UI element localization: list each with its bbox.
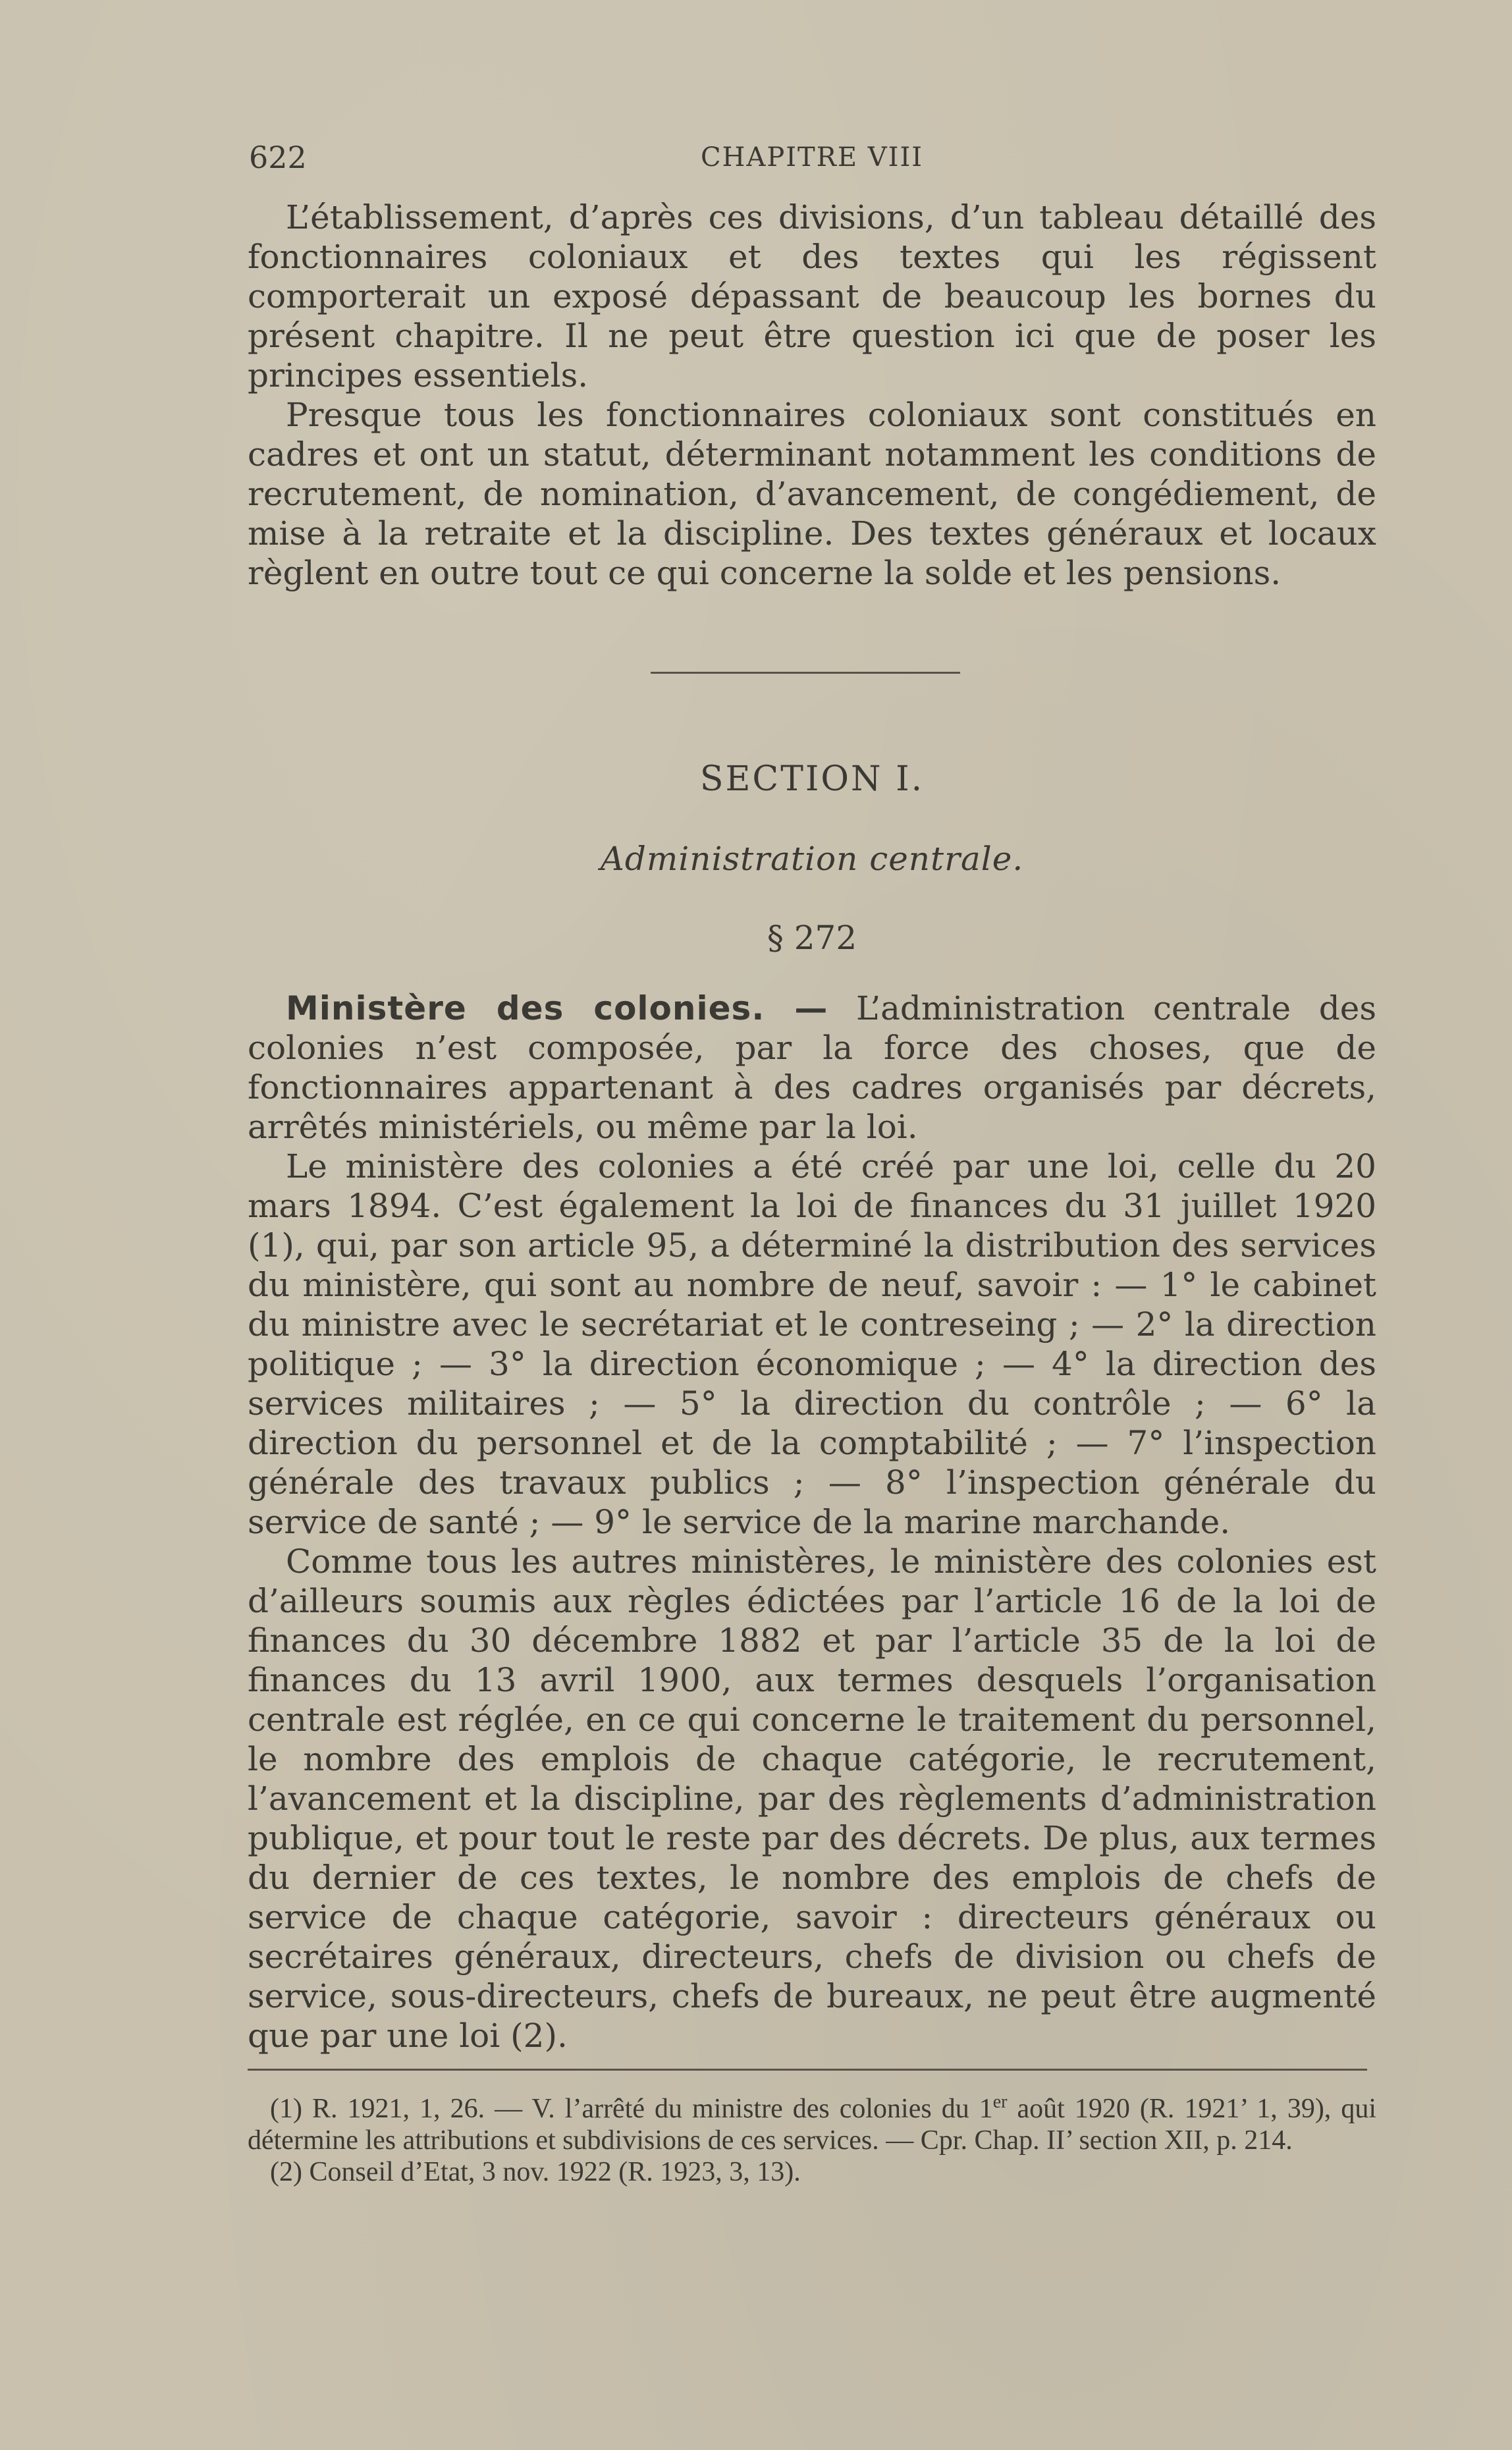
main-paragraph xyxy=(248,989,1376,1147)
paragraph-text: L’administration centrale des colonies n’est composée, par la force des choses, que de fonctionnaires appartenant à des cadres organisés par décrets, arrêtés ministériels, ou même par la loi. xyxy=(248,989,1376,1146)
chapter-title: CHAPITRE VIII xyxy=(700,142,924,173)
footnote-2: (2) Conseil d’Etat, 3 nov. 1922 (R. 1923, 3, 13). xyxy=(270,2157,801,2187)
footnote-1 xyxy=(248,2093,1376,2156)
paragraph-lead-in: Ministère des colonies. — xyxy=(286,989,828,1027)
main-paragraph: Comme tous les autres ministères, le ministère des colonies est d’ailleurs soumis aux règles édictées par l’article 16 de la loi de finances du 30 décembre 1882 et par l’article 35 de la loi de finances du 13 avril 1900, aux termes desquels l’organisation centrale est réglée, en ce qui concerne le traitement du personnel, le nombre des emplois de chaque catégorie, le recrutement, l’avancement et la discipline, par des règlements d’administration publique, et pour tout le reste par des décrets. De plus, aux termes du dernier de ces textes, le nombre des emplois de chefs de service de chaque catégorie, savoir : directeurs généraux ou secrétaires généraux, directeurs, chefs de division ou chefs de service, sous-directeurs, chefs de bureaux, ne peut être augmenté que par une loi (2). xyxy=(248,1542,1376,2055)
intro-paragraph: L’établissement, d’après ces divisions, d’un tableau détaillé des fonctionnaires coloniaux et des textes qui les régissent comporterait un exposé dépassant de beaucoup les bornes du présent chapitre. Il ne peut être question ici que de poser les principes essentiels. xyxy=(248,198,1376,395)
footnote-rule xyxy=(248,2069,1367,2071)
footnote-text: (1) R. 1921, 1, 26. — V. l’arrêté du ministre des colonies du 1 xyxy=(270,2094,993,2124)
section-heading: SECTION I. xyxy=(699,759,925,799)
main-paragraph: Le ministère des colonies a été créé par une loi, celle du 20 mars 1894. C’est également la loi de finances du 31 juillet 1920 (1), qui, par son article 95, a déterminé la distribution des services du ministère, qui sont au nombre de neuf, savoir : — 1° le cabinet du ministre avec le secrétariat et le contreseing ; — 2° la direction politique ; — 3° la direction économique ; — 4° la direction des services militaires ; — 5° la direction du contrôle ; — 6° la direction du personnel et de la comptabilité ; — 7° l’inspection générale des travaux publics ; — 8° l’inspection générale du service de santé ; — 9° le service de la marine marchande. xyxy=(248,1147,1376,1541)
section-subtitle: Administration centrale. xyxy=(600,840,1024,878)
intro-text xyxy=(248,198,1376,593)
main-text xyxy=(248,989,1376,2055)
paragraph-number: § 272 xyxy=(767,919,857,957)
page-number: 622 xyxy=(249,140,307,175)
footnotes xyxy=(248,2093,1376,2188)
section-divider xyxy=(651,672,960,674)
book-page xyxy=(248,132,1376,2188)
footnote-superscript: er xyxy=(992,2092,1008,2112)
intro-paragraph: Presque tous les fonctionnaires coloniaux sont constitués en cadres et ont un statut, déterminant notamment les conditions de recrutement, de nomination, d’avancement, de congédiement, de mise à la retraite et la discipline. Des textes généraux et locaux règlent en outre tout ce qui concerne la solde et les pensions. xyxy=(248,396,1376,592)
running-head xyxy=(248,132,1376,184)
footnote-text: août 1920 (R. 1921’ 1, 39), qui détermine les attributions et subdivisions de ces services. — Cpr. Chap. II’ section XII, p. 214. xyxy=(248,2094,1376,2156)
